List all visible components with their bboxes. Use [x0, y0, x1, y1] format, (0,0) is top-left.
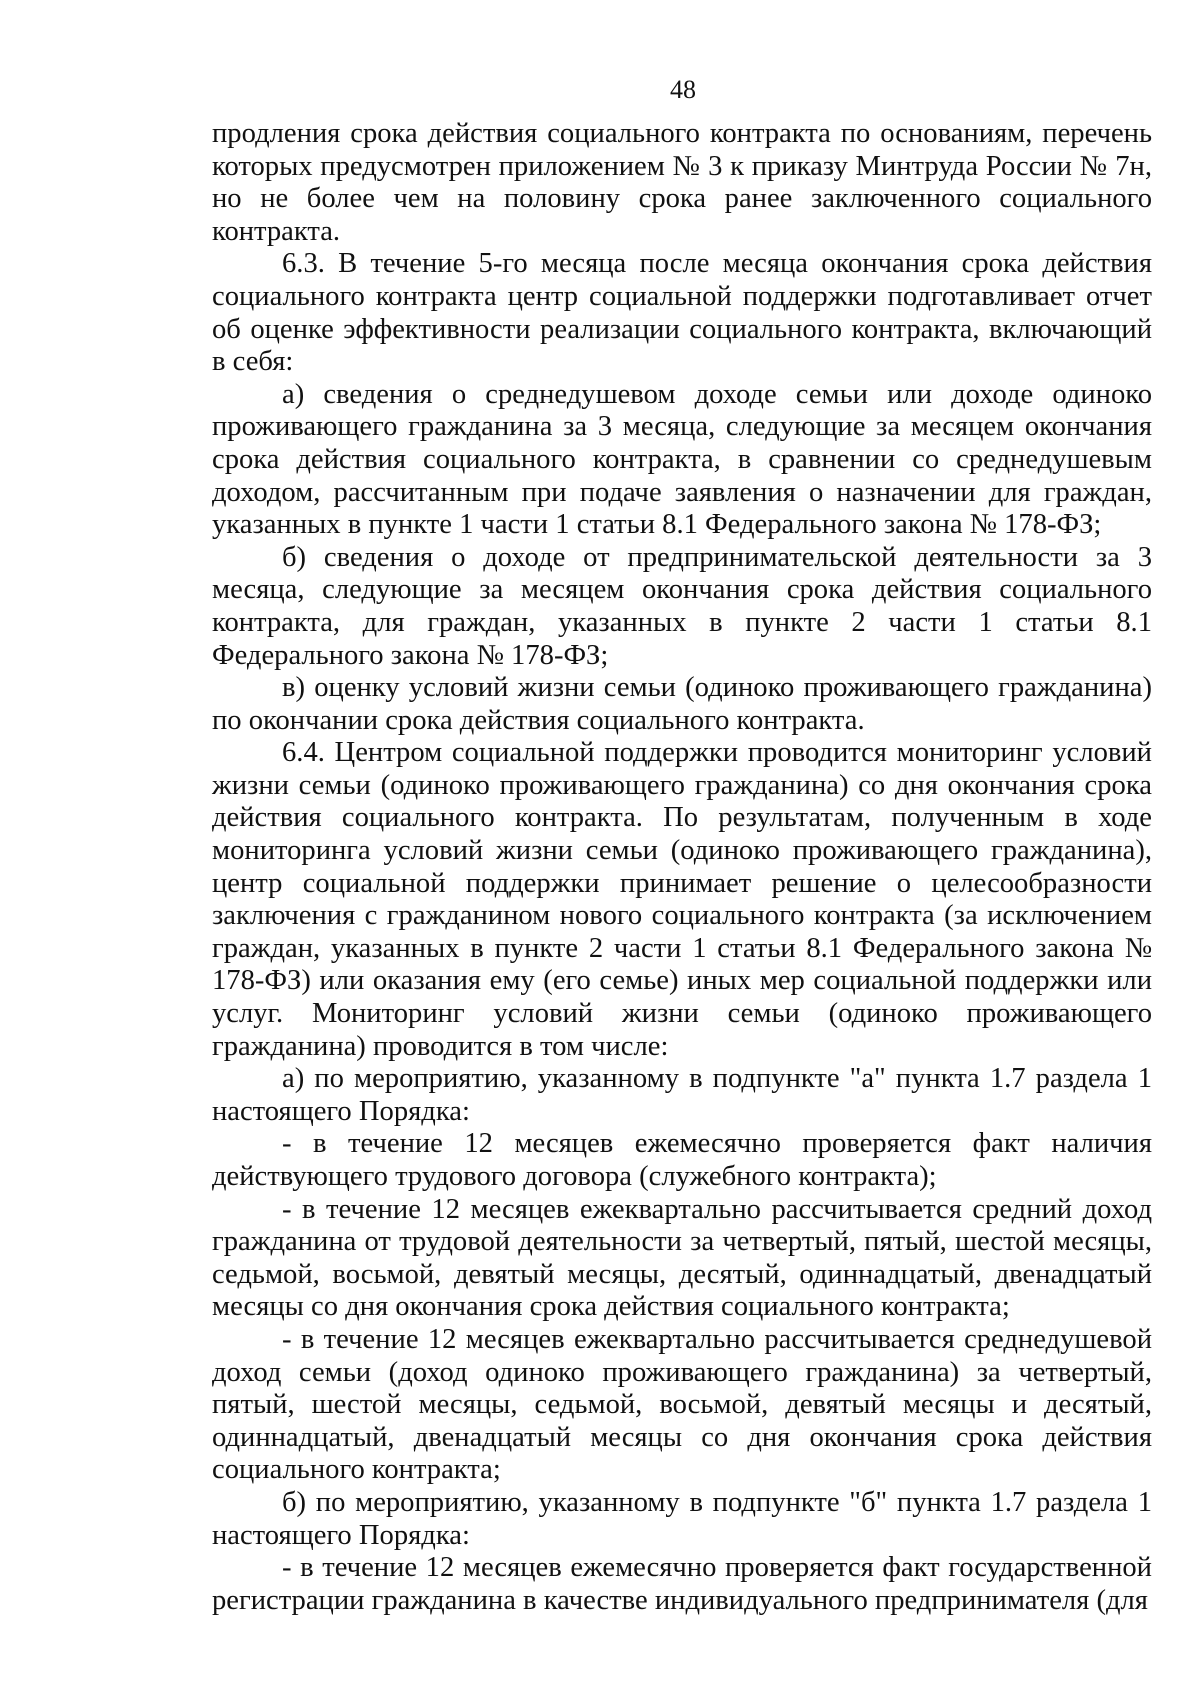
paragraph: а) по мероприятию, указанному в подпункте "а" пункта 1.7 раздела 1 настоящего Порядка:: [212, 1063, 1152, 1127]
paragraph: - в течение 12 месяцев ежеквартально рассчитывается средний доход гражданина от трудовой деятельности за четвертый, пятый, шестой месяцы, седьмой, восьмой, девятый месяцы, десятый, одиннадцатый, двенадцатый месяцы со дня окончания срока действия социального контракта;: [212, 1193, 1152, 1323]
paragraph: а) сведения о среднедушевом доходе семьи или доходе одиноко проживающего гражданина за 3 месяца, следующие за месяцем окончания срока действия социального контракта, в сравнении со среднедушевым доходом, рассчитанным при подаче заявления о назначении для граждан, указанных в пункте 1 части 1 статьи 8.1 Федерального закона № 178-ФЗ;: [212, 378, 1152, 541]
paragraph: - в течение 12 месяцев ежемесячно проверяется факт государственной регистрации гражданина в качестве индивидуального предпринимателя (для: [212, 1552, 1152, 1616]
paragraph: в) оценку условий жизни семьи (одиноко проживающего гражданина) по окончании срока действия социального контракта.: [212, 672, 1152, 736]
paragraph: б) по мероприятию, указанному в подпункте "б" пункта 1.7 раздела 1 настоящего Порядка:: [212, 1486, 1152, 1551]
paragraph: б) сведения о доходе от предпринимательской деятельности за 3 месяца, следующие за месяцем окончания срока действия социального контракта, для граждан, указанных в пункте 2 части 1 статьи 8.1 Федерального закона № 178-ФЗ;: [212, 541, 1152, 671]
paragraph: - в течение 12 месяцев ежеквартально рассчитывается среднедушевой доход семьи (доход одиноко проживающего гражданина) за четвертый, пятый, шестой месяцы, седьмой, восьмой, девятый месяцы и десятый, одиннадцатый, двенадцатый месяцы со дня окончания срока действия социального контракта;: [212, 1323, 1152, 1486]
paragraph: продления срока действия социального контракта по основаниям, перечень которых предусмотрен приложением № 3 к приказу Минтруда России № 7н, но не более чем на половину срока ранее заключенного социального контракта.: [212, 118, 1152, 247]
page-number: 48: [670, 75, 696, 104]
paragraph: - в течение 12 месяцев ежемесячно проверяется факт наличия действующего трудового договора (служебного контракта);: [212, 1128, 1152, 1192]
document-body: [212, 118, 1152, 1617]
paragraph: 6.3. В течение 5-го месяца после месяца окончания срока действия социального контракта центр социальной поддержки подготавливает отчет об оценке эффективности реализации социального контракта, включающий в себя:: [212, 248, 1152, 378]
paragraph: 6.4. Центром социальной поддержки проводится мониторинг условий жизни семьи (одиноко проживающего гражданина) со дня окончания срока действия социального контракта. По результатам, полученным в ходе мониторинга условий жизни семьи (одиноко проживающего гражданина), центр социальной поддержки принимает решение о целесообразности заключения с гражданином нового социального контракта (за исключением граждан, указанных в пункте 2 части 1 статьи 8.1 Федерального закона № 178-ФЗ) или оказания ему (его семье) иных мер социальной поддержки или услуг. Мониторинг условий жизни семьи (одиноко проживающего гражданина) проводится в том числе:: [212, 737, 1152, 1062]
